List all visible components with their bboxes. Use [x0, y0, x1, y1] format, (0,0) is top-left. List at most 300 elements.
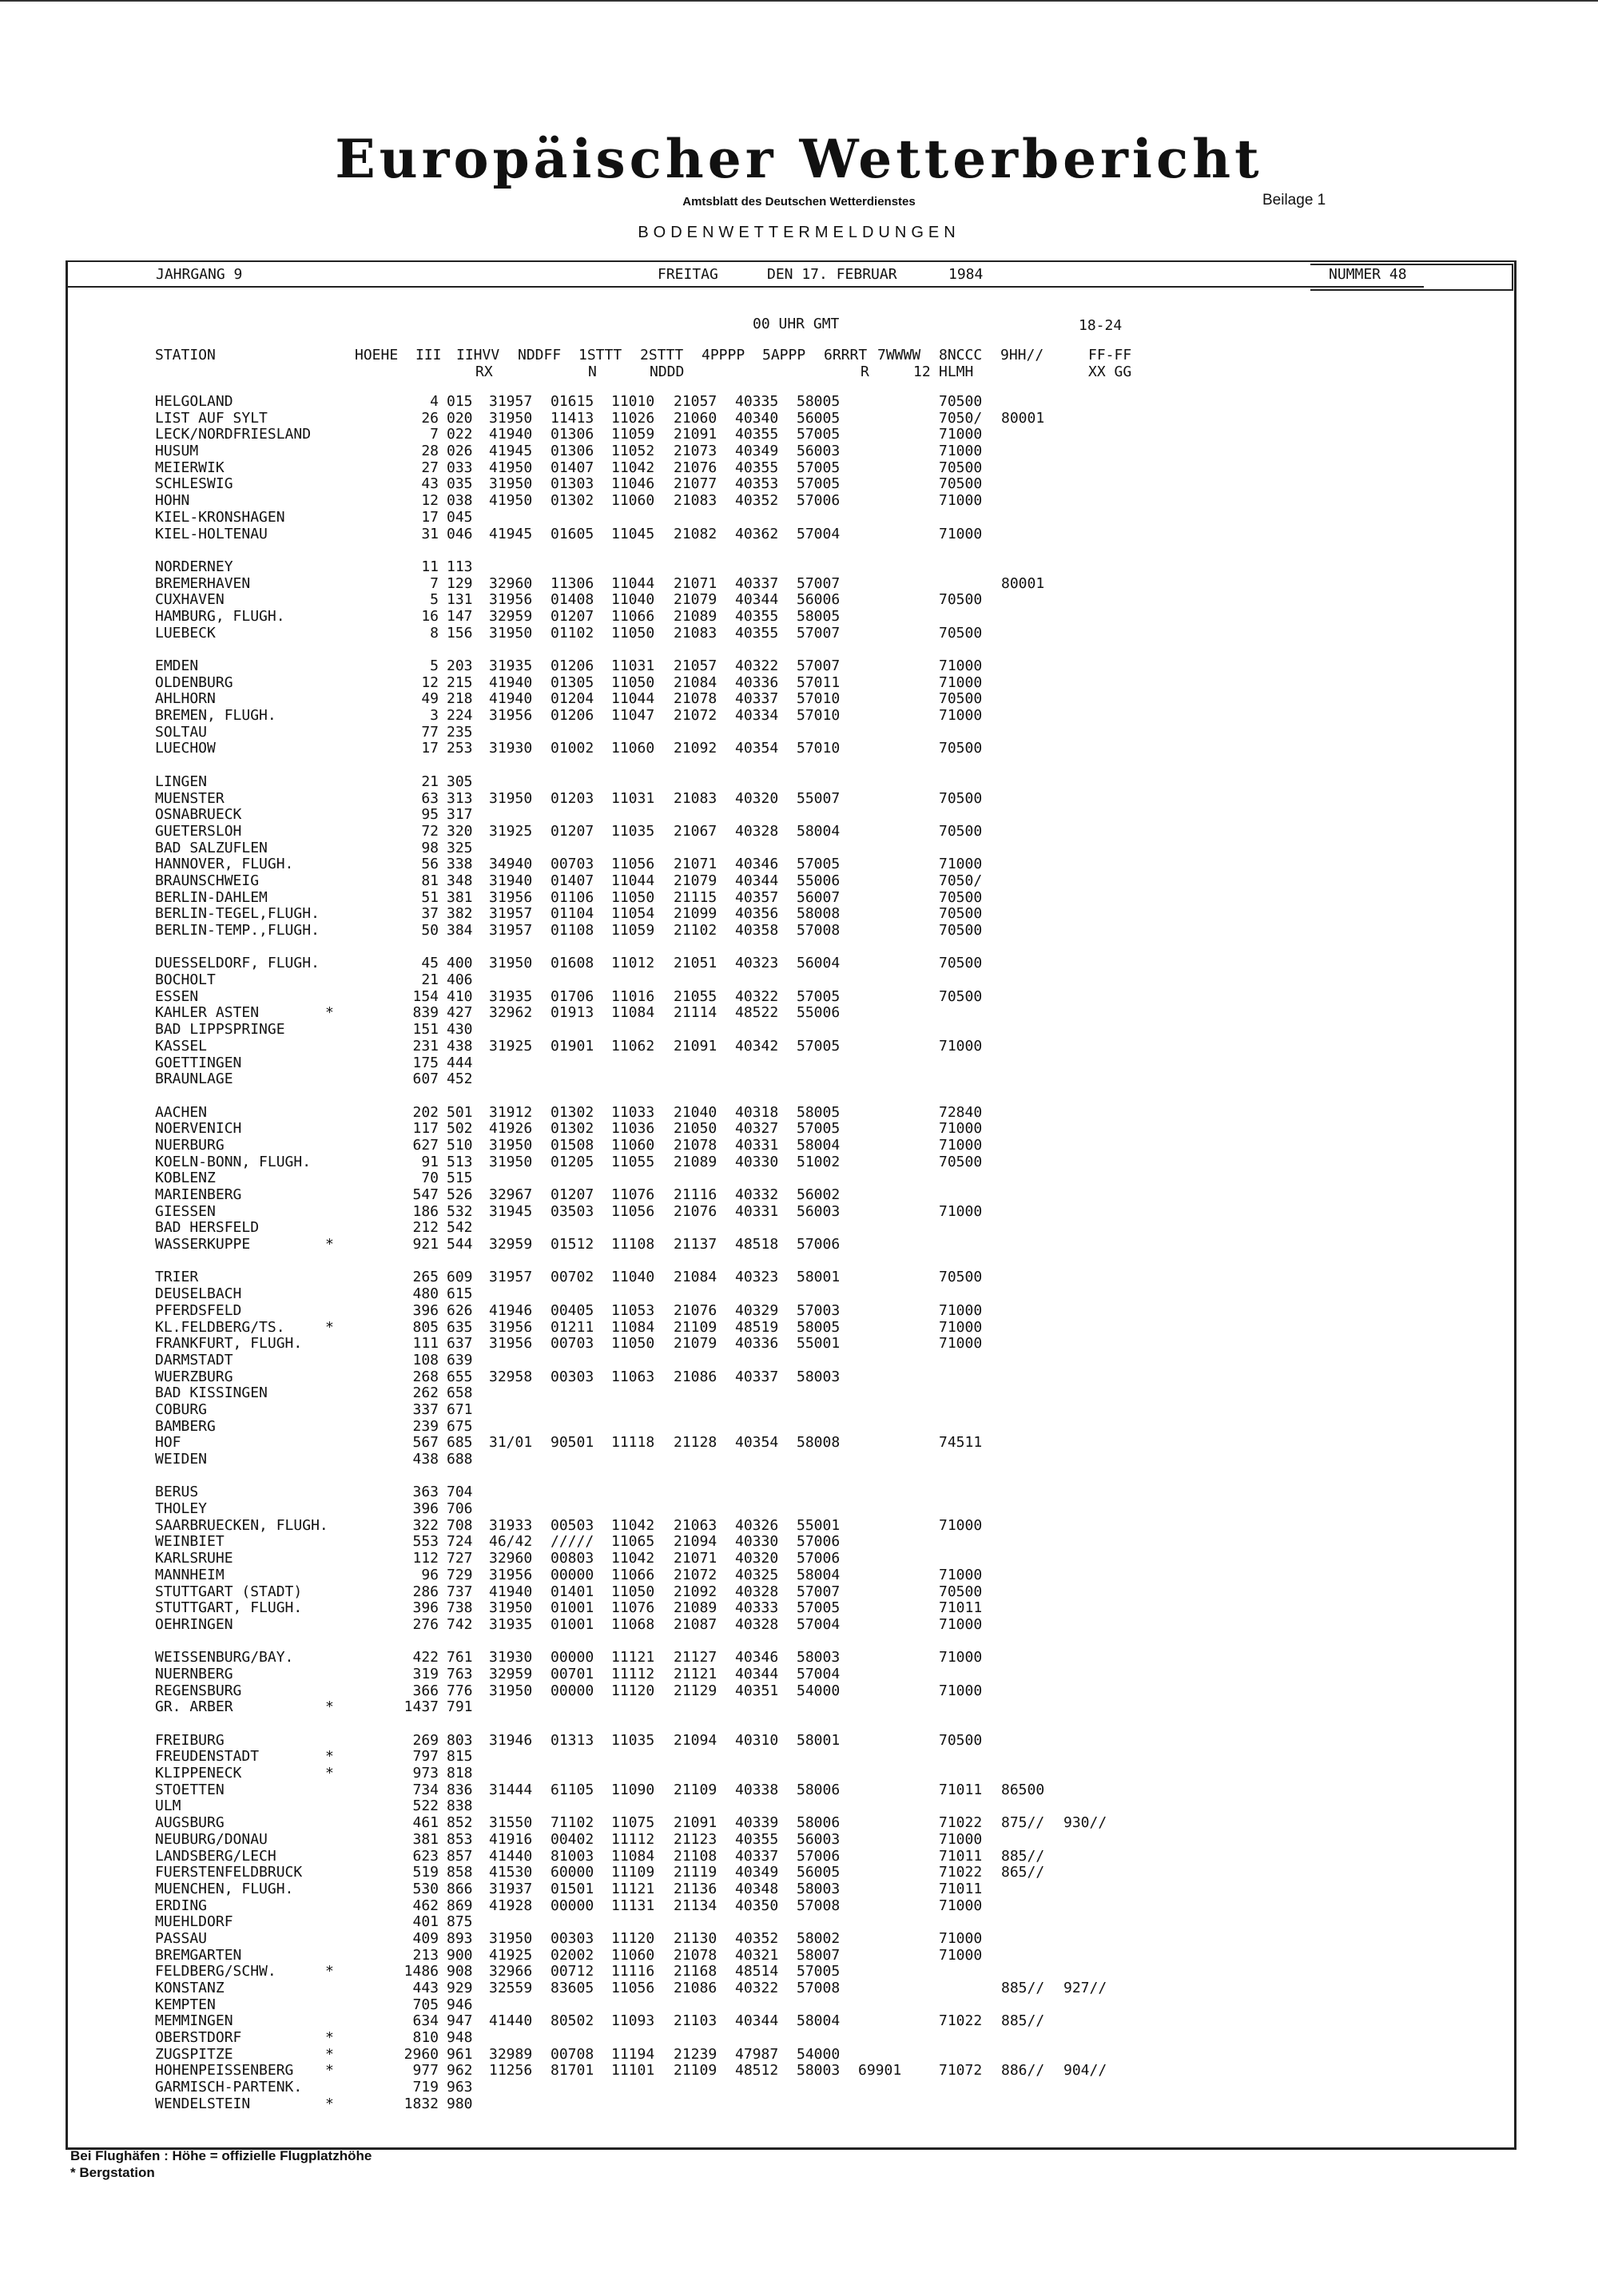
station-height: 409: [412, 1929, 439, 1947]
station-name: BAD SALZUFLEN: [155, 839, 268, 856]
station-height: 212: [412, 1219, 439, 1237]
group-2: 01615: [551, 393, 594, 410]
col-1sttt: 1STTT: [578, 347, 622, 363]
group-3: 11066: [611, 1566, 655, 1583]
group-3: 11068: [611, 1615, 655, 1633]
station-height: 63: [421, 789, 439, 807]
table-row: [155, 1336, 1274, 1353]
group-5: 40355: [735, 426, 779, 443]
table-row: [155, 824, 1274, 840]
station-height: 719: [412, 2079, 439, 2096]
group-6: 55006: [797, 1004, 841, 1022]
station-name: KEMPTEN: [155, 1996, 216, 2013]
station-number: 131: [447, 591, 473, 609]
group-2: 01901: [551, 1037, 594, 1055]
station-name: KARLSRUHE: [155, 1550, 233, 1567]
station-number: 253: [447, 740, 473, 757]
group-2: 00303: [551, 1368, 594, 1385]
group-5: 40337: [735, 690, 779, 708]
table-row: [155, 1733, 1274, 1750]
table-row: [155, 2080, 1274, 2096]
table-row: [155, 1385, 1274, 1402]
group-3: 11055: [611, 1153, 655, 1170]
group-2: 60000: [551, 1864, 594, 1881]
station-number: 406: [447, 971, 473, 989]
group-6: 57004: [797, 525, 841, 542]
station-height: 805: [412, 1318, 439, 1336]
group-3: 11047: [611, 707, 655, 725]
group-5: 40320: [735, 789, 779, 807]
group-4: 21094: [674, 1731, 718, 1749]
group-6: 57004: [797, 1665, 841, 1682]
group-6: 56005: [797, 409, 841, 427]
group-6: 57006: [797, 1236, 841, 1253]
footnote-airports: Bei Flughäfen : Höhe = offizielle Flugplatzhöhe: [70, 2148, 372, 2163]
group-4: 21087: [674, 1615, 718, 1633]
group-4: 21086: [674, 1368, 718, 1385]
observation-time: 00 UHR GMT: [753, 316, 840, 332]
group-1: 41950: [489, 459, 533, 476]
group-6: 56003: [797, 1202, 841, 1220]
group-8: 70500: [939, 1583, 983, 1600]
group-10: 927//: [1063, 1980, 1107, 1996]
group-6: 57010: [797, 690, 841, 708]
group-3: 11112: [611, 1665, 655, 1682]
weekday: FREITAG: [658, 266, 718, 283]
station-height: 522: [412, 1797, 439, 1815]
group-spacer: [155, 1088, 1274, 1105]
station-height: 1486: [403, 1963, 439, 1980]
page-title: Europäischer Wetterbericht: [335, 128, 1263, 190]
group-1: 34940: [489, 856, 533, 873]
station-height: 3: [430, 707, 439, 725]
group-3: 11059: [611, 922, 655, 939]
group-4: 21092: [674, 740, 718, 757]
group-4: 21051: [674, 955, 718, 972]
group-9: 885//: [1001, 1980, 1045, 1996]
station-name: AACHEN: [155, 1103, 208, 1121]
station-height: 202: [412, 1103, 439, 1121]
table-row: [155, 856, 1274, 873]
group-4: 21083: [674, 492, 718, 510]
group-5: 48519: [735, 1318, 779, 1336]
group-6: 55007: [797, 789, 841, 807]
station-number: 900: [447, 1946, 473, 1964]
group-2: 01207: [551, 607, 594, 625]
group-3: 11060: [611, 740, 655, 757]
group-1: 41945: [489, 525, 533, 542]
group-3: 11036: [611, 1120, 655, 1138]
station-name: OBERSTDORF: [155, 2029, 242, 2047]
col-9hh: 9HH//: [1000, 347, 1044, 363]
group-3: 11131: [611, 1897, 655, 1914]
group-6: 57007: [797, 624, 841, 642]
group-5: 40325: [735, 1566, 779, 1583]
group-1: 31930: [489, 740, 533, 757]
group-4: 21077: [674, 475, 718, 493]
table-row: [155, 1881, 1274, 1898]
group-5: 40337: [735, 1847, 779, 1865]
station-height: 231: [412, 1037, 439, 1055]
table-row: [155, 1204, 1274, 1221]
group-2: 01102: [551, 624, 594, 642]
group-2: 00703: [551, 1335, 594, 1353]
group-8: 70500: [939, 922, 983, 939]
group-2: 00708: [551, 2045, 594, 2063]
group-3: 11084: [611, 1004, 655, 1022]
table-row: [155, 1600, 1274, 1617]
station-name: KIEL-HOLTENAU: [155, 525, 268, 542]
group-6: 58003: [797, 1368, 841, 1385]
table-row: [155, 1567, 1274, 1584]
table-row: [155, 1683, 1274, 1700]
group-1: 31950: [489, 955, 533, 972]
group-spacer: [155, 642, 1274, 658]
group-8: 71000: [939, 1136, 983, 1154]
station-number: 129: [447, 574, 473, 592]
group-3: 11050: [611, 888, 655, 906]
group-5: 40346: [735, 856, 779, 873]
group-spacer: [155, 1468, 1274, 1485]
group-4: 21129: [674, 1682, 718, 1699]
table-row: [155, 972, 1274, 989]
station-number: 532: [447, 1202, 473, 1220]
group-2: 01501: [551, 1880, 594, 1897]
station-height: 1437: [403, 1698, 439, 1716]
group-2: 01207: [551, 1186, 594, 1203]
group-2: 01303: [551, 475, 594, 493]
group-5: 40321: [735, 1946, 779, 1964]
station-number: 818: [447, 1765, 473, 1782]
station-name: GARMISCH-PARTENK.: [155, 2079, 303, 2096]
group-8: 74511: [939, 1434, 983, 1452]
group-4: 21057: [674, 657, 718, 674]
station-number: 430: [447, 1021, 473, 1039]
station-name: ESSEN: [155, 987, 199, 1005]
group-2: 00803: [551, 1550, 594, 1567]
station-number: 737: [447, 1583, 473, 1600]
group-2: 01104: [551, 905, 594, 923]
group-2: 01512: [551, 1236, 594, 1253]
station-name: PFERDSFELD: [155, 1301, 242, 1319]
station-number: 147: [447, 607, 473, 625]
group-4: 21079: [674, 1335, 718, 1353]
station-number: 875: [447, 1913, 473, 1931]
table-row: [155, 1782, 1274, 1799]
group-3: 11033: [611, 1103, 655, 1121]
group-6: 58005: [797, 393, 841, 410]
table-row: [155, 955, 1274, 972]
group-3: 11090: [611, 1781, 655, 1798]
station-number: 020: [447, 409, 473, 427]
group-5: 40331: [735, 1136, 779, 1154]
station-height: 366: [412, 1682, 439, 1699]
group-8: 71000: [939, 1897, 983, 1914]
group-1: 31930: [489, 1649, 533, 1666]
table-row: [155, 1071, 1274, 1088]
group-6: 57008: [797, 922, 841, 939]
group-8: 70500: [939, 955, 983, 972]
col-2sttt-sub: NDDD: [650, 363, 685, 380]
group-1: 32967: [489, 1186, 533, 1203]
station-height: 269: [412, 1731, 439, 1749]
group-2: 02002: [551, 1946, 594, 1964]
col-6rrrt-sub: R: [861, 363, 869, 380]
group-4: 21128: [674, 1434, 718, 1452]
group-3: 11112: [611, 1830, 655, 1848]
station-number: 688: [447, 1451, 473, 1468]
nummer: NUMMER 48: [1329, 266, 1407, 283]
group-6: 58001: [797, 1731, 841, 1749]
group-2: 01408: [551, 591, 594, 609]
top-rule: [0, 0, 1598, 2]
col-iihvv: IIHVV: [456, 347, 500, 363]
group-4: 21076: [674, 459, 718, 476]
group-8: 71000: [939, 707, 983, 725]
group-6: 56003: [797, 443, 841, 460]
group-8: 70500: [939, 1731, 983, 1749]
station-name: MUENCHEN, FLUGH.: [155, 1880, 294, 1897]
group-5: 40323: [735, 1269, 779, 1286]
group-4: 21121: [674, 1665, 718, 1682]
station-height: 381: [412, 1830, 439, 1848]
group-3: 11044: [611, 690, 655, 708]
group-4: 21072: [674, 1566, 718, 1583]
table-row: [155, 1138, 1274, 1154]
station-number: 515: [447, 1170, 473, 1187]
group-2: 11413: [551, 409, 594, 427]
group-6: 58008: [797, 905, 841, 923]
group-3: 11116: [611, 1963, 655, 1980]
group-8: 71000: [939, 1120, 983, 1138]
group-1: 31444: [489, 1781, 533, 1798]
section-title: BODENWETTERMELDUNGEN: [638, 224, 960, 241]
group-5: 40355: [735, 624, 779, 642]
station-number: 947: [447, 2012, 473, 2030]
group-5: 40335: [735, 393, 779, 410]
station-height: 17: [421, 508, 439, 526]
group-4: 21063: [674, 1516, 718, 1534]
group-2: 61105: [551, 1781, 594, 1798]
col-nddff: NDDFF: [518, 347, 562, 363]
group-3: 11056: [611, 1980, 655, 1996]
table-row: [155, 1964, 1274, 1980]
group-4: 21040: [674, 1103, 718, 1121]
group-4: 21082: [674, 525, 718, 542]
group-5: 48514: [735, 1963, 779, 1980]
group-4: 21057: [674, 393, 718, 410]
table-row: [155, 2013, 1274, 2030]
group-5: 40336: [735, 673, 779, 691]
group-6: 58002: [797, 1929, 841, 1947]
station-name: HELGOLAND: [155, 393, 233, 410]
station-number: 908: [447, 1963, 473, 1980]
group-9: 875//: [1001, 1814, 1045, 1832]
station-number: 742: [447, 1615, 473, 1633]
group-4: 21115: [674, 888, 718, 906]
station-height: 322: [412, 1516, 439, 1534]
group-3: 11031: [611, 789, 655, 807]
group-1: 31940: [489, 872, 533, 889]
group-5: 40355: [735, 607, 779, 625]
mountain-station-mark: *: [325, 1963, 334, 1980]
group-8: 71011: [939, 1880, 983, 1897]
group-2: 01207: [551, 822, 594, 840]
group-5: 40322: [735, 1980, 779, 1996]
station-name: BREMEN, FLUGH.: [155, 707, 276, 725]
group-4: 21084: [674, 1269, 718, 1286]
station-name: MEMMINGEN: [155, 2012, 233, 2030]
station-name: BAD KISSINGEN: [155, 1384, 268, 1402]
station-name: HAMBURG, FLUGH.: [155, 607, 285, 625]
group-3: 11076: [611, 1186, 655, 1203]
group-4: 21119: [674, 1864, 718, 1881]
group-2: 01205: [551, 1153, 594, 1170]
col-hoehe: HOEHE: [355, 347, 399, 363]
group-2: 01203: [551, 789, 594, 807]
group-3: 11066: [611, 607, 655, 625]
station-height: 108: [412, 1351, 439, 1368]
group-5: 40358: [735, 922, 779, 939]
station-name: WEINBIET: [155, 1533, 225, 1551]
station-height: 27: [421, 459, 439, 476]
group-4: 21239: [674, 2045, 718, 2063]
table-row: [155, 1914, 1274, 1931]
station-name: WUERZBURG: [155, 1368, 233, 1385]
group-6: 57007: [797, 1583, 841, 1600]
table-row: [155, 1931, 1274, 1948]
station-height: 265: [412, 1269, 439, 1286]
station-number: 615: [447, 1285, 473, 1303]
station-height: 26: [421, 409, 439, 427]
group-9: 886//: [1001, 2062, 1045, 2080]
group-spacer: [155, 1253, 1274, 1270]
group-1: 31946: [489, 1731, 533, 1749]
group-2: 01002: [551, 740, 594, 757]
station-height: 5: [430, 657, 439, 674]
group-3: 11046: [611, 475, 655, 493]
group-4: 21084: [674, 673, 718, 691]
group-8: 71000: [939, 856, 983, 873]
group-4: 21083: [674, 789, 718, 807]
station-name: FELDBERG/SCHW.: [155, 1963, 276, 1980]
group-1: 31956: [489, 707, 533, 725]
group-6: 57005: [797, 1120, 841, 1138]
group-5: 40355: [735, 459, 779, 476]
station-name: MUENSTER: [155, 789, 225, 807]
group-3: 11050: [611, 1583, 655, 1600]
group-4: 21073: [674, 443, 718, 460]
group-3: 11031: [611, 657, 655, 674]
station-name: KLIPPENECK: [155, 1765, 242, 1782]
group-spacer: [155, 1716, 1274, 1733]
station-name: DARMSTADT: [155, 1351, 233, 1368]
station-height: 973: [412, 1765, 439, 1782]
group-4: 21055: [674, 987, 718, 1005]
group-8: 7050/: [939, 409, 983, 427]
group-4: 21094: [674, 1533, 718, 1551]
station-number: 305: [447, 773, 473, 790]
group-1: 31956: [489, 591, 533, 609]
group-spacer: [155, 939, 1274, 956]
group-10: 904//: [1063, 2062, 1107, 2080]
group-5: 40328: [735, 1583, 779, 1600]
group-4: 21067: [674, 822, 718, 840]
station-name: BRAUNSCHWEIG: [155, 872, 260, 889]
group-2: 01306: [551, 426, 594, 443]
group-1: 11256: [489, 2062, 533, 2080]
station-number: 045: [447, 508, 473, 526]
station-number: 317: [447, 806, 473, 824]
group-1: 46/42: [489, 1533, 533, 1551]
group-8: 71011: [939, 1599, 983, 1617]
group-5: 40322: [735, 987, 779, 1005]
station-height: 43: [421, 475, 439, 493]
station-number: 015: [447, 393, 473, 410]
group-3: 11056: [611, 1202, 655, 1220]
station-height: 213: [412, 1946, 439, 1964]
station-name: DUESSELDORF, FLUGH.: [155, 955, 320, 972]
mountain-station-mark: *: [325, 1004, 334, 1022]
group-6: 57005: [797, 459, 841, 476]
group-2: 01407: [551, 872, 594, 889]
group-3: 11050: [611, 624, 655, 642]
station-name: BOCHOLT: [155, 971, 216, 989]
group-8: 70500: [939, 690, 983, 708]
group-1: 31935: [489, 987, 533, 1005]
station-number: 218: [447, 690, 473, 708]
group-6: 58005: [797, 607, 841, 625]
group-1: 31950: [489, 789, 533, 807]
col-7wwww-sub: 12: [913, 363, 931, 380]
station-height: 45: [421, 955, 439, 972]
group-2: 01306: [551, 443, 594, 460]
group-5: 47987: [735, 2045, 779, 2063]
station-height: 16: [421, 607, 439, 625]
table-row: [155, 1849, 1274, 1865]
group-1: 31950: [489, 409, 533, 427]
group-6: 58003: [797, 1880, 841, 1897]
station-number: 203: [447, 657, 473, 674]
station-number: 526: [447, 1186, 473, 1203]
group-1: 31950: [489, 624, 533, 642]
group-6: 57006: [797, 492, 841, 510]
station-number: 513: [447, 1153, 473, 1170]
station-name: FUERSTENFELDBRUCK: [155, 1864, 303, 1881]
group-1: 41440: [489, 2012, 533, 2030]
group-6: 58007: [797, 1946, 841, 1964]
group-1: 41925: [489, 1946, 533, 1964]
group-spacer: [155, 542, 1274, 559]
group-3: 11042: [611, 1550, 655, 1567]
station-height: 95: [421, 806, 439, 824]
table-row: [155, 840, 1274, 857]
station-number: 626: [447, 1301, 473, 1319]
group-3: 11042: [611, 1516, 655, 1534]
table-row: [155, 807, 1274, 824]
station-name: OLDENBURG: [155, 673, 233, 691]
station-number: 046: [447, 525, 473, 542]
group-1: 32958: [489, 1368, 533, 1385]
group-2: 00000: [551, 1682, 594, 1699]
table-row: [155, 2096, 1274, 2113]
station-number: 962: [447, 2062, 473, 2080]
station-number: 857: [447, 1847, 473, 1865]
group-4: 21078: [674, 690, 718, 708]
header-divider: [66, 286, 1424, 288]
group-4: 21109: [674, 2062, 718, 2080]
mountain-station-mark: *: [325, 1318, 334, 1336]
